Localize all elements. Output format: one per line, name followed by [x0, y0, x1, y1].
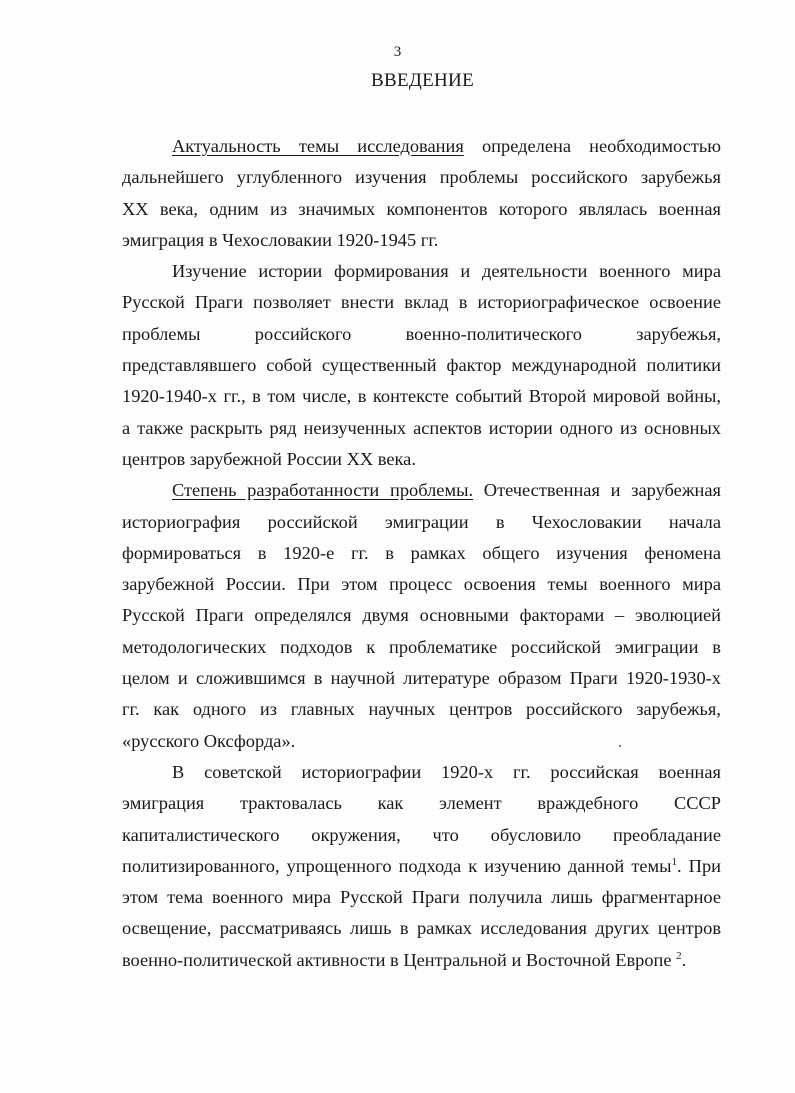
text-line: формироваться в 1920-е гг. в рамках общего изучения феномена	[122, 542, 721, 563]
text-line: Русской Праги позволяет внести вклад в историографическое освоение	[122, 292, 721, 313]
text-line: XX века, одним из значимых компонентов которого являлась военная	[122, 198, 721, 219]
scan-speck	[619, 745, 621, 747]
text-line: центров зарубежной России XX века.	[122, 448, 416, 469]
text-line: военно-политической активности в Центральной и Восточной Европе $^2$.	[122, 949, 687, 970]
text-line: проблемы российского военно-политического зарубежья,	[122, 323, 721, 344]
text-line: политизированного, упрощенного подхода к изучению данной темы$^1$. При	[122, 855, 721, 876]
document-body	[122, 131, 721, 976]
text-line: зарубежной России. При этом процесс освоения темы военного мира	[122, 574, 721, 595]
text-line: Степень разработанности проблемы. Отечественная и зарубежная	[172, 480, 721, 501]
text-line: эмиграция трактовалась как элемент враждебного СССР	[122, 793, 721, 814]
text-line: методологических подходов к проблематике российской эмиграции в	[122, 636, 721, 657]
text-line: В советской историографии 1920-х гг. российская военная	[172, 761, 721, 782]
text-line: целом и сложившимся в научной литературе образом Праги 1920-1930-х	[122, 668, 721, 689]
page-number: 3	[393, 44, 402, 60]
footnote-ref: 1	[671, 855, 678, 868]
text-line: капиталистического окружения, что обусловило преобладание	[122, 824, 721, 845]
text-line: этом тема военного мира Русской Праги получила лишь фрагментарное	[122, 887, 721, 908]
text-line: историография российской эмиграции в Чехословакии начала	[122, 511, 721, 532]
underlined-phrase: Актуальность темы исследования	[172, 136, 464, 156]
text-line: освещение, рассматриваясь лишь в рамках исследования других центров	[122, 918, 721, 939]
text-line: «русского Оксфорда».	[122, 730, 296, 751]
text-line: дальнейшего углубленного изучения проблемы российского зарубежья	[122, 167, 721, 188]
text-line: гг. как одного из главных научных центров российского зарубежья,	[122, 699, 721, 720]
text-line: эмиграция в Чехословакии 1920-1945 гг.	[122, 229, 439, 250]
text-line: а также раскрыть ряд неизученных аспектов истории одного из основных	[122, 417, 721, 438]
underlined-phrase: Степень разработанности проблемы.	[172, 480, 474, 501]
section-heading: ВВЕДЕНИЕ	[371, 70, 474, 91]
text-line: представлявшего собой существенный фактор международной политики	[122, 355, 721, 376]
text-line: Изучение истории формирования и деятельности военного мира	[172, 261, 721, 282]
text-line: Актуальность темы исследования определена необходимостью	[172, 136, 721, 156]
footnote-ref: 2	[676, 949, 682, 962]
text-line: Русской Праги определялся двумя основными факторами – эволюцией	[122, 605, 721, 626]
text-line: 1920-1940-х гг., в том числе, в контексте событий Второй мировой войны,	[122, 386, 721, 407]
